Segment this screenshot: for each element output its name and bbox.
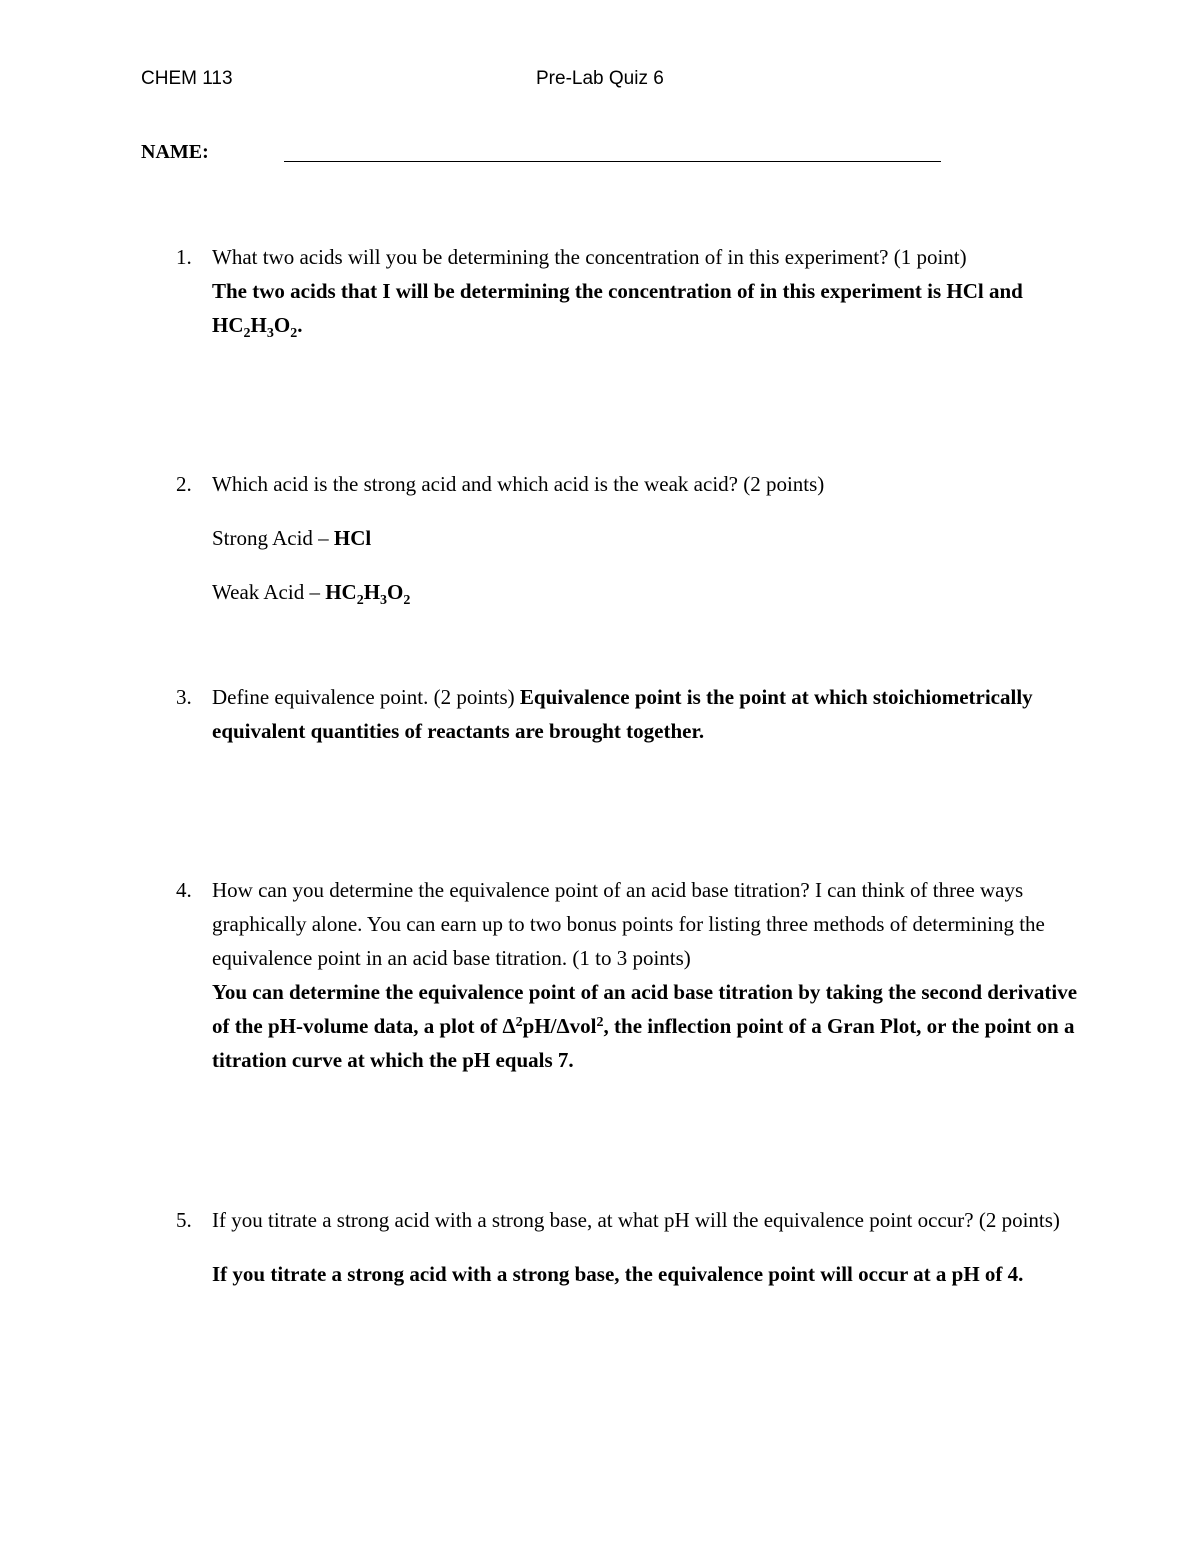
question-answer: You can determine the equivalence point of an acid base titration by taking the second derivative of the pH-volume data, a plot of $\Delta^2pH/\Delta vol^2$, the inflection point of a Gran Plot, or the point on a titration curve at which the pH equals 7. — [212, 980, 1078, 1072]
question-3 — [141, 680, 1081, 748]
question-prompt: How can you determine the equivalence point of an acid base titration? I can think of three ways graphically alone. You can earn up to two bonus points for listing three methods of determining the equivalence point in an acid base titration. (1 to 3 points) — [212, 878, 1045, 970]
quiz-title: Pre-Lab Quiz 6 — [536, 68, 664, 89]
question-answer: The two acids that I will be determining the concentration of in this experiment is HCl and $HC_2H_3O_2$. — [212, 279, 1023, 341]
name-line — [284, 161, 941, 162]
question-4 — [141, 873, 1081, 1077]
course-code: CHEM 113 — [141, 68, 233, 89]
question-prompt: What two acids will you be determining the concentration of in this experiment? (1 point) — [212, 245, 967, 269]
question-number: 4. — [176, 878, 192, 902]
question-prompt: Define equivalence point. (2 points) — [212, 685, 520, 709]
question-5 — [141, 1203, 1081, 1291]
name-label: NAME: — [141, 141, 209, 163]
question-number: 1. — [176, 245, 192, 269]
question-number: 2. — [176, 472, 192, 496]
weak-acid-line: Weak Acid – $HC_2H_3O_2$ — [212, 580, 411, 608]
question-number: 5. — [176, 1208, 192, 1232]
strong-acid-line: Strong Acid – HCl — [212, 526, 372, 550]
question-2 — [141, 467, 1081, 609]
question-answer: Equivalence point is the point at which stoichiometrically equivalent quantities of reactants are brought together. — [212, 685, 1033, 743]
question-1 — [141, 240, 1081, 342]
question-prompt: Which acid is the strong acid and which acid is the weak acid? (2 points) — [212, 472, 825, 496]
question-answer: If you titrate a strong acid with a strong base, the equivalence point will occur at a pH of 4. — [212, 1262, 1024, 1286]
question-number: 3. — [176, 685, 192, 709]
question-text — [212, 680, 1081, 748]
question-prompt: If you titrate a strong acid with a strong base, at what pH will the equivalence point occur? (2 points) — [212, 1208, 1060, 1232]
